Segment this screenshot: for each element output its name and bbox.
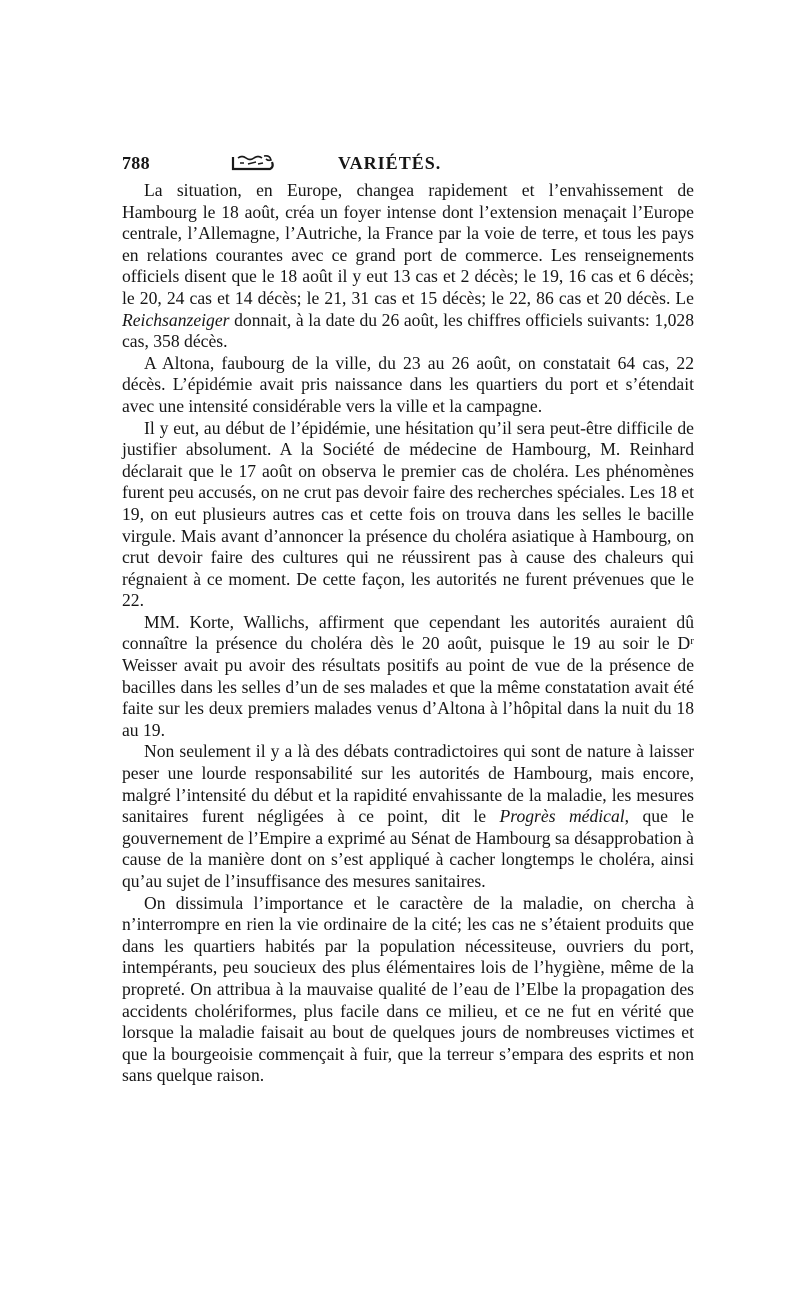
publication-title: Reichsanzeiger: [122, 309, 230, 330]
paragraph: La situation, en Europe, changea rapidement et l’envahissement de Hambourg le 18 août, créa un foyer intense dont l’extension menaçait l’Europe centrale, l’Allemagne, l’Autriche, la France par la voie de terre, et tous les pays en relations courantes avec ce grand port de commerce. Les renseignements officiels disent que le 18 août il y eut 13 cas et 2 décès; le 19, 16 cas et 6 décès; le 20, 24 cas et 14 décès; le 21, 31 cas et 15 décès; le 22, 86 cas et 20 décès. Le Reichsanzeiger donnait, à la date du 26 août, les chiffres officiels suivants: 1,028 cas, 358 décès.: [122, 180, 694, 352]
paragraph: Il y eut, au début de l’épidémie, une hésitation qu’il sera peut-être difficile de justifier absolument. A la Société de médecine de Hambourg, M. Reinhard déclarait que le 17 août on observa le premier cas de choléra. Les phénomènes furent peu accusés, on ne crut pas devoir faire des recherches spéciales. Les 18 et 19, on eut plusieurs autres cas et cette fois on trouva dans les selles le bacille virgule. Mais avant d’annoncer la présence du choléra asiatique à Hambourg, on crut devoir faire des cultures qui ne réussirent pas à cause des chaleurs qui régnaient à ce moment. De cette façon, les autorités ne furent prévenues que le 22.: [122, 417, 694, 611]
decorative-ornament-icon: [230, 153, 276, 173]
paragraph: Non seulement il y a là des débats contradictoires qui sont de nature à laisser peser une lourde responsabilité sur les autorités de Hambourg, mais encore, malgré l’intensité du début et la rapidité envahissante de la maladie, les mesures sanitaires furent négligées à ce point, dit le Progrès médical, que le gouvernement de l’Empire a exprimé au Sénat de Hambourg sa désapprobation à cause de la manière dont on s’est appliqué à cacher longtemps le choléra, ainsi qu’au sujet de l’insuffisance des mesures sanitaires.: [122, 741, 694, 891]
running-title: VARIÉTÉS.: [338, 153, 442, 173]
paragraph: MM. Korte, Wallichs, affirment que cependant les autorités auraient dû connaître la présence du choléra dès le 20 août, puisque le 19 au soir le Dʳ Weisser avait pu avoir des résultats positifs au point de vue de la présence de bacilles dans les selles d’un de ses malades et que la même constatation avait été faite sur les deux premiers malades venus d’Altona à l’hôpital dans la nuit du 18 au 19.: [122, 611, 694, 740]
page-number: 788: [122, 153, 150, 173]
publication-title: Progrès médical: [499, 806, 625, 827]
paragraph: A Altona, faubourg de la ville, du 23 au 26 août, on constatait 64 cas, 22 décès. L’épidémie avait pris naissance dans les quartiers du port et s’étendait avec une intensité considérable vers la ville et la campagne.: [122, 352, 694, 416]
paragraph: On dissimula l’importance et le caractère de la maladie, on chercha à n’interrompre en rien la vie ordinaire de la cité; les cas ne s’étaient produits que dans les quartiers habités par la population nécessiteuse, ouvriers du port, intempérants, peu soucieux des plus élémentaires lois de l’hygiène, même de la propreté. On attribua à la mauvaise qualité de l’eau de l’Elbe la propagation des accidents cholériformes, plus facile dans ce milieu, et ce ne fut en vérité que lorsque la maladie faisait au bout de quelques jours de nombreuses victimes et que la bourgeoisie commençait à fuir, que la terreur s’empara des esprits et non sans quelque raison.: [122, 892, 694, 1086]
article-body: [122, 180, 694, 1087]
running-head: [122, 150, 694, 176]
